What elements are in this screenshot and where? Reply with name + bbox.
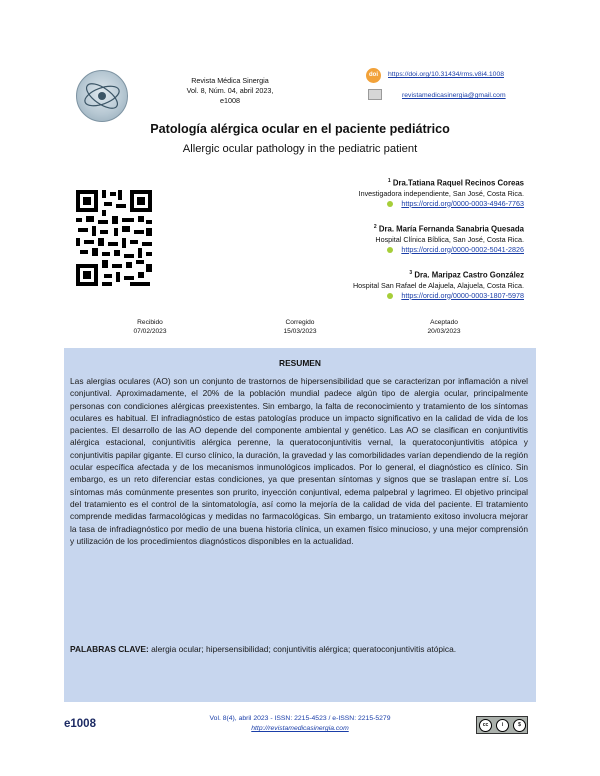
- author-block-1: [359, 176, 524, 209]
- journal-name: Revista Médica Sinergia: [191, 76, 269, 85]
- journal-info: [180, 76, 280, 106]
- orcid-icon: [387, 247, 393, 253]
- date-accepted: Aceptado 20/03/2023: [427, 319, 461, 335]
- journal-issue: Vol. 8, Núm. 04, abril 2023, e1008: [186, 86, 274, 105]
- date-corrected: Corregido 15/03/2023: [283, 319, 317, 335]
- keywords-text: alergia ocular; hipersensibilidad; conjuntivitis alérgica; queratoconjuntivitis atópica.: [151, 644, 457, 654]
- footer-url[interactable]: http://revistamedicasinergia.com: [251, 725, 349, 732]
- cc-license-icon: cc i $: [476, 716, 528, 734]
- author-name: $^2$ Dra. María Fernanda Sanabria Quesada: [373, 224, 524, 234]
- orcid-link[interactable]: https://orcid.org/0000-0003-4946-7763: [401, 198, 524, 208]
- article-title: Patología alérgica ocular en el paciente pediátrico: [150, 122, 450, 136]
- author-affiliation: Hospital San Rafael de Alajuela, Alajuela, Costa Rica.: [352, 280, 524, 290]
- footer-info: [150, 714, 450, 734]
- page-number: e1008: [64, 718, 96, 730]
- footer-line: Vol. 8(4), abril 2023 - ISSN: 2215-4523 / e-ISSN: 2215-5279: [209, 715, 391, 722]
- envelope-icon: [368, 89, 382, 100]
- keywords-label: PALABRAS CLAVE:: [70, 644, 149, 654]
- email-link[interactable]: revistamedicasinergia@gmail.com: [402, 92, 506, 99]
- abstract-heading: RESUMEN: [279, 358, 321, 368]
- orcid-link[interactable]: https://orcid.org/0000-0002-5041-2826: [401, 244, 524, 254]
- keywords: [70, 643, 528, 655]
- author-block-2: [374, 222, 524, 255]
- doi-icon: doi: [366, 68, 381, 83]
- orcid-icon: [387, 293, 393, 299]
- abstract-text: Las alergias oculares (AO) son un conjunto de trastornos de hipersensibilidad que se caracterizan por inflamación a nivel conjuntival. Aproximadamente, el 20% de la población mundial padece algún tipo de alergia ocular, principalmente personas con condiciones alérgicas preexistentes. Sin embargo, la falta de reconocimiento y tratamiento de los síntomas oculares es habitual. El infradiagnóstico de estas patologías produce un impacto significativo en la calidad de vida de los pacientes. El desarrollo de las AO depende del componente ambiental y genético. Las AO se clasifican en conjuntivitis alérgica estacional, conjuntivitis alérgica perenne, la queratoconjuntivitis vernal, la queratoconjuntivitis atópica y conjuntivitis papilar gigante. El curso clínico, la duración, la gravedad y las comorbilidades varían dependiendo de la región ocular específica afectada y de los mecanismos inmunológicos implicados. Por lo general, el diagnóstico es clínico. Sin embargo, es un reto diferenciar estas condiciones, ya que presentan síntomas y signos que se traslapan entre sí. Los síntomas más comúnmente presentes son prurito, inyección conjuntival, edema palpebral y lagrimeo. El objetivo principal del tratamiento es el control de la sintomatología, así como la mejoría de la calidad de vida del paciente. El tratamiento comprende medidas farmacológicas y medidas no farmacológicas. Sin embargo, un tratamiento exitoso involucra mejorar la tasa de infradiagnóstico por medio de una buena historia clínica, un examen físico minucioso, y una mejor comprensión y utilización de los procedimientos diagnósticos disponibles en la actualidad.: [70, 376, 528, 546]
- qr-code-icon: [74, 188, 154, 288]
- doi-link[interactable]: https://doi.org/10.31434/rms.v8i4.1008: [388, 71, 504, 78]
- author-affiliation: Investigadora independiente, San José, Costa Rica.: [358, 188, 524, 198]
- journal-logo: [76, 70, 128, 122]
- author-name: $^1$ Dra.Tatiana Raquel Recinos Coreas: [387, 178, 524, 188]
- orcid-icon: [387, 201, 393, 207]
- author-block-3: [353, 268, 524, 301]
- date-received: Recibido 07/02/2023: [133, 319, 167, 335]
- author-name: $^3$ Dra. Maripaz Castro González: [409, 270, 524, 280]
- orcid-link[interactable]: https://orcid.org/0000-0003-1807-5978: [401, 290, 524, 300]
- author-affiliation: Hospital Clínica Bíblica, San José, Costa Rica.: [375, 234, 524, 244]
- article-subtitle: Allergic ocular pathology in the pediatric patient: [182, 143, 418, 155]
